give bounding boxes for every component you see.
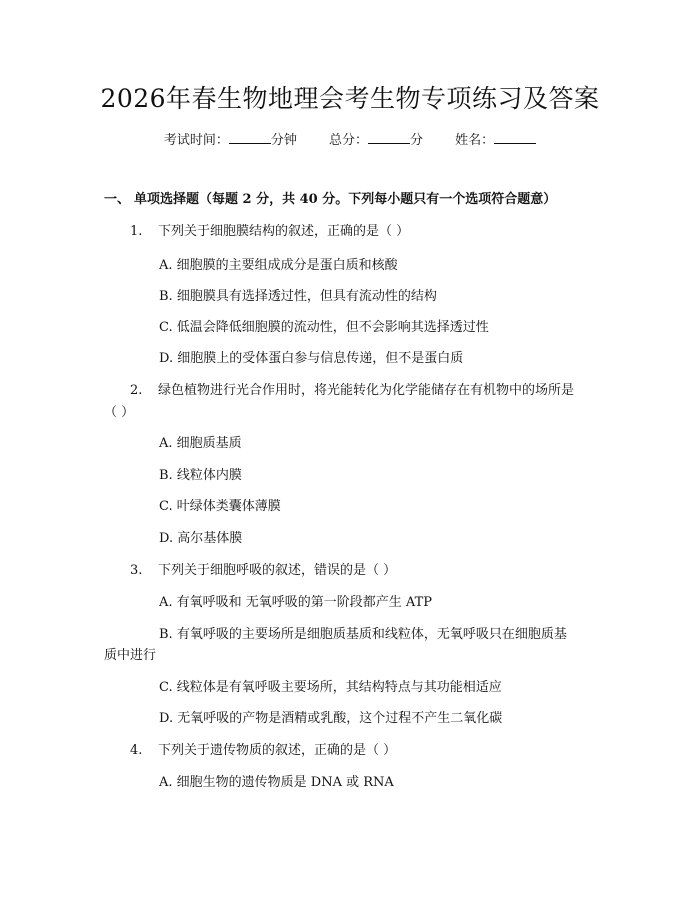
question-2-option-a: A. 细胞质基质 [159,436,242,451]
question-3-option-b-continued: 质中进行 [104,648,157,663]
question-number: 1. [130,224,143,239]
question-3-option-b: B. 有氧呼吸的主要场所是细胞质基质和线粒体，无氧呼吸只在细胞质基 [159,627,567,642]
question-1-option-b: B. 细胞膜具有选择透过性，但具有流动性的结构 [159,289,437,304]
question-2-option-c: C. 叶绿体类囊体薄膜 [159,499,281,514]
total-score-field [329,133,423,148]
exam-time-label: 考试时间： [163,133,229,148]
question-text: 下列关于细胞膜结构的叙述，正确的是（ ） [158,224,410,239]
question-number: 4. [130,743,143,758]
section-heading [104,190,674,210]
question-3-stem [130,561,396,581]
question-1-option-c: C. 低温会降低细胞膜的流动性，但不会影响其选择透过性 [159,320,489,335]
question-1-option-a: A. 细胞膜的主要组成成分是蛋白质和核酸 [159,258,398,273]
question-2-stem-continued: （ ） [104,405,135,420]
question-3-option-c: C. 线粒体是有氧呼吸主要场所，其结构特点与其功能相适应 [159,680,502,695]
question-1-stem [130,222,409,242]
section-title: 单项选择题（每题 2 分，共 40 分。下列每小题只有一个选项符合题意） [134,192,557,207]
exam-meta [0,131,700,151]
name-blank [494,131,536,144]
question-2-option-d: D. 高尔基体膜 [159,531,243,546]
question-3-option-a: A. 有氧呼吸和 无氧呼吸的第一阶段都产生 ATP [159,595,433,610]
question-number: 3. [130,563,143,578]
name-label: 姓名： [455,133,495,148]
total-score-unit: 分 [410,133,424,148]
question-text: 绿色植物进行光合作用时，将光能转化为化学能储存在有机物中的场所是 [158,383,575,398]
exam-time-blank [229,131,271,144]
question-3-option-d: D. 无氧呼吸的产物是酒精或乳酸，这个过程不产生二氧化碳 [159,711,503,726]
exam-time-field [164,133,297,148]
question-text: 下列关于遗传物质的叙述，正确的是（ ） [158,743,397,758]
page-title: 2026年春生物地理会考生物专项练习及答案 [100,84,600,113]
question-number: 2. [130,383,143,398]
total-score-label: 总分： [328,133,368,148]
exam-time-unit: 分钟 [270,133,297,148]
question-2-option-b: B. 线粒体内膜 [159,468,242,483]
question-1-option-d: D. 细胞膜上的受体蛋白参与信息传递，但不是蛋白质 [159,351,464,366]
name-field [455,133,536,148]
question-2-stem [130,381,574,401]
question-4-stem [130,741,396,761]
question-4-option-a: A. 细胞生物的遗传物质是 DNA 或 RNA [159,775,394,790]
question-text: 下列关于细胞呼吸的叙述，错误的是（ ） [158,563,397,578]
section-number: 一、 [104,192,131,207]
total-score-blank [368,131,410,144]
